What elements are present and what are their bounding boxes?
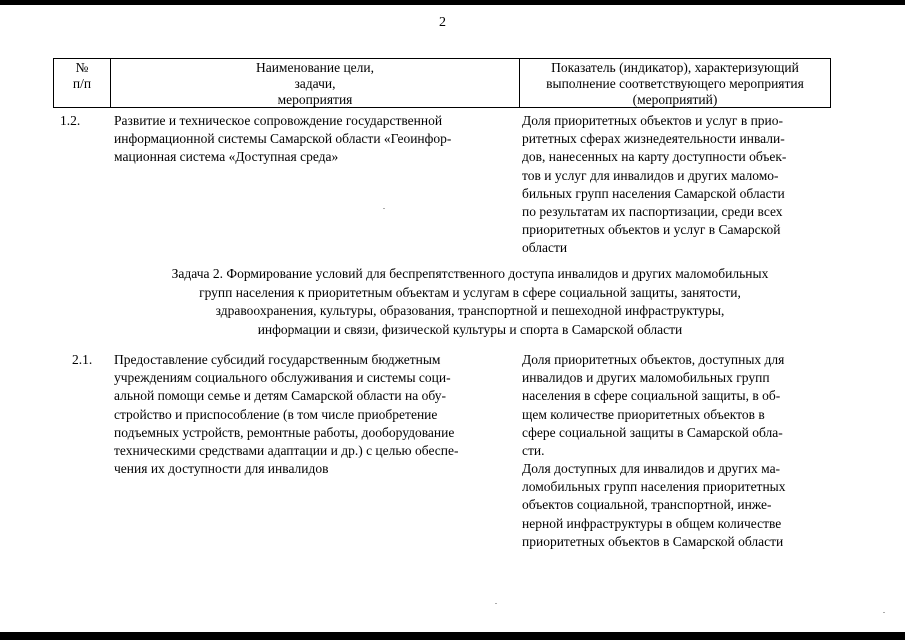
header-text-line: № [75,60,89,75]
scan-bottom-edge [0,632,905,640]
text-line: ломобильных групп населения приоритетных [522,479,786,495]
text-line: бильных групп населения Самарской области [522,185,785,201]
row-2-1-number: 2.1. [72,352,93,367]
text-line: приоритетных объектов и услуг в Самарской [522,222,781,238]
scan-speck [883,612,885,613]
text-line: Доля приоритетных объектов, доступных для [522,352,785,367]
header-number-column [54,59,110,107]
row-2-1-indicator-1 [522,351,826,460]
text-line: нерной инфраструктуры в общем количестве [522,515,782,531]
text-line: области [522,240,568,256]
text-line: объектов социальной, транспортной, инже- [522,497,772,513]
header-name-column [110,59,519,107]
text-line: щем количестве приоритетных объектов в [522,406,765,422]
text-line: Развитие и техническое сопровождение государственной [114,113,443,128]
text-line: подъемных устройств, ремонтные работы, дооборудование [114,424,455,440]
text-line: Задача 2. Формирование условий для беспрепятственного доступа инвалидов и других маломобильных [171,266,769,281]
scan-speck [383,208,385,209]
header-text-line: Наименование цели, [255,60,375,75]
header-text-line: п/п [72,76,92,91]
page-number: 2 [439,15,446,30]
text-line: по результатам их паспортизации, среди всех [522,204,783,220]
scan-speck [495,603,497,604]
text-line: альной помощи семье и детям Самарской области на обу- [114,388,446,404]
header-indicator-column [519,59,830,107]
text-line: стройство и приспособление (в том числе приобретение [114,406,438,422]
text-line: мационная система «Доступная среда» [114,149,339,165]
text-line: Предоставление субсидий государственным бюджетным [114,352,441,367]
text-line: Доля доступных для инвалидов и других ма- [522,461,781,476]
header-text-line: (мероприятий) [632,92,718,107]
row-2-1-indicator-2 [522,460,826,551]
row-1-2-number: 1.2. [60,113,81,128]
text-line: учреждениям социального обслуживания и системы соци- [114,370,451,386]
text-line: инвалидов и других маломобильных групп [522,370,770,386]
text-line: населения в сфере социальной защиты, в об- [522,388,781,404]
text-line: ритетных сферах жизнедеятельности инвали- [522,131,785,147]
text-line: техническими средствами адаптации и др.) с целью обеспе- [114,443,459,459]
header-text-line: выполнение соответствующего мероприятия [546,76,804,91]
text-line: сфере социальной защиты в Самарской обла- [522,424,783,440]
row-1-2-name [114,112,511,167]
task-2-heading [100,265,840,339]
header-text-line: Показатель (индикатор), характеризующий [551,60,799,75]
text-line: Доля приоритетных объектов и услуг в прио- [522,113,784,128]
text-line: информационной системы Самарской области «Геоинфор- [114,131,452,147]
header-text-line: задачи, [294,76,336,91]
table-header [53,58,831,108]
scan-top-edge [0,0,905,5]
text-line: сти. [522,443,545,459]
row-1-2-indicator [522,112,826,258]
header-text-line: мероприятия [277,92,353,107]
text-line: тов и услуг для инвалидов и других маломо- [522,167,779,183]
row-2-1-name [114,351,511,478]
text-line: групп населения к приоритетным объектам и услугам в сфере социальной защиты, занятости, [199,284,741,300]
text-line: чения их доступности для инвалидов [114,461,329,477]
text-line: здравоохранения, культуры, образования, транспортной и пешеходной инфраструктуры, [215,303,725,318]
text-line: информации и связи, физической культуры и спорта в Самарской области [257,321,683,337]
text-line: приоритетных объектов в Самарской области [522,533,784,549]
text-line: дов, нанесенных на карту доступности объек- [522,149,787,165]
